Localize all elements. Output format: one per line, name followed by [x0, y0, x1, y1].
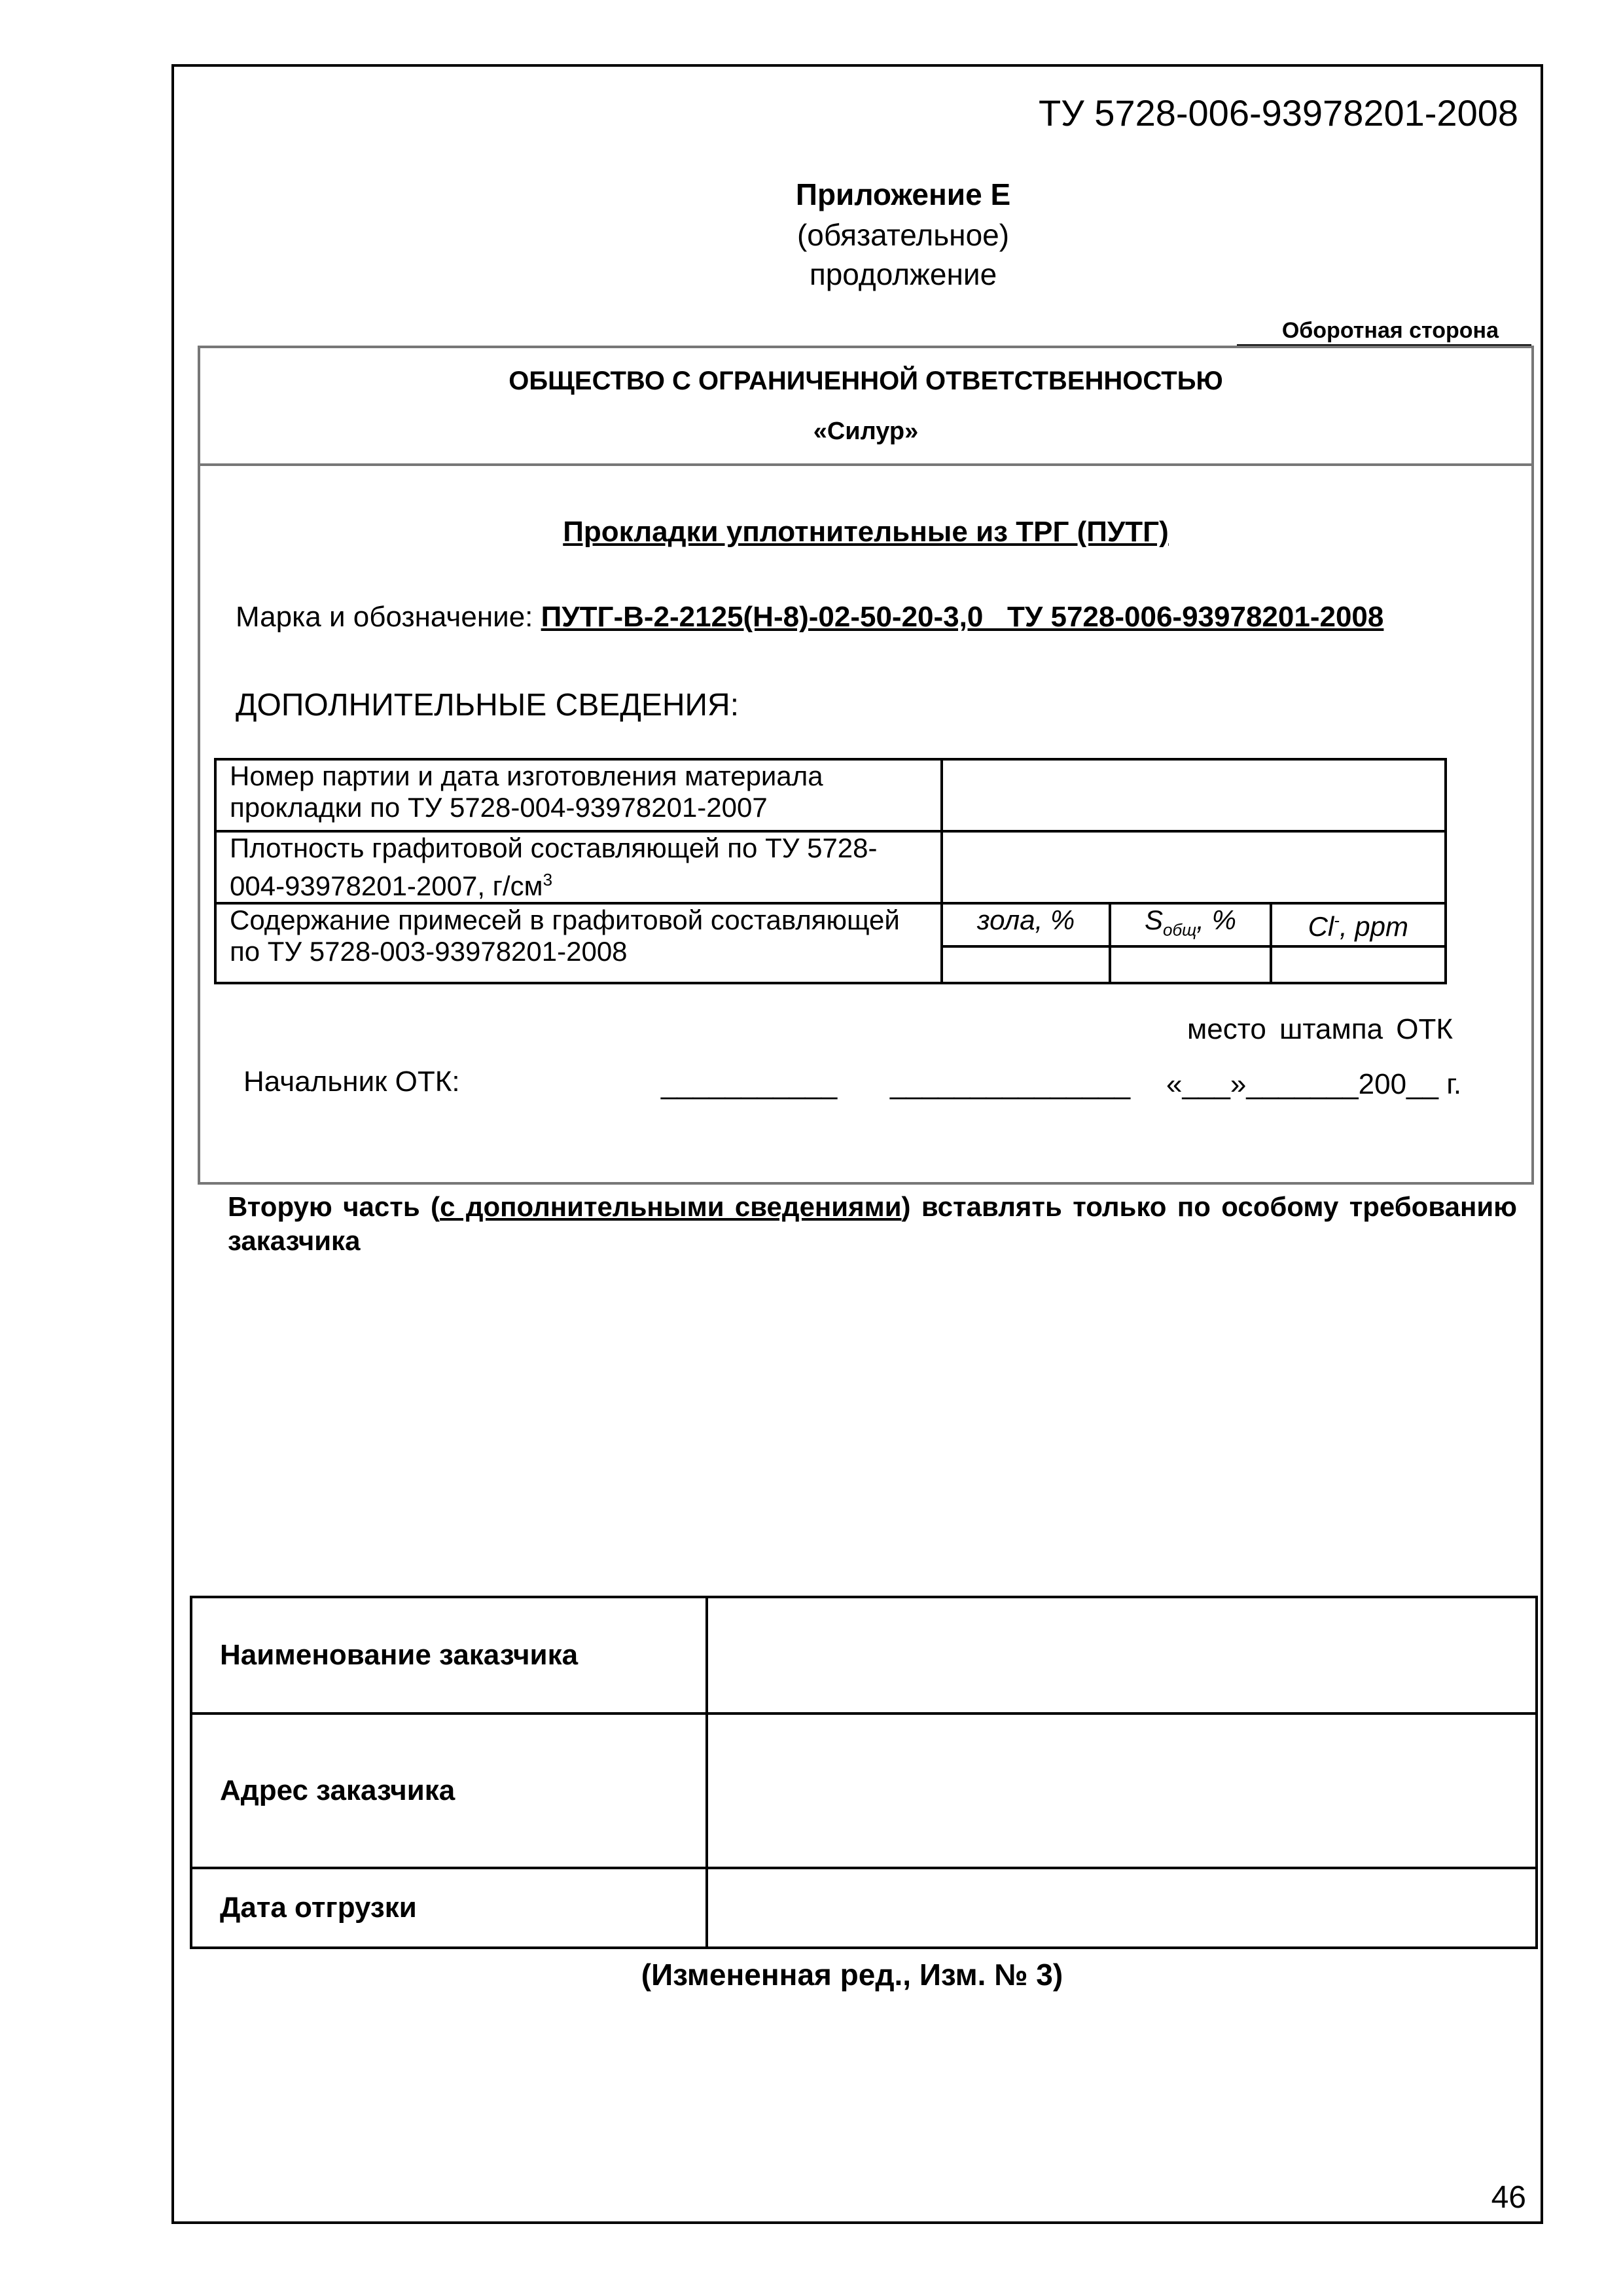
note-part2: с дополнительными сведениями — [440, 1191, 902, 1222]
signature-line: ___________ — [661, 1068, 838, 1100]
sulfur-header — [1110, 903, 1270, 946]
organization-type: ОБЩЕСТВО С ОГРАНИЧЕННОЙ ОТВЕТСТВЕННОСТЬЮ — [508, 367, 1223, 395]
appendix-title: Приложение Е — [795, 177, 1011, 211]
chlorine-header — [1271, 903, 1446, 946]
additional-info-table — [214, 758, 1447, 984]
density-unit-sup: 3 — [543, 870, 553, 889]
product-mark-value: ПУТГ-В-2-2125(Н-8)-02-50-20-3,0 ТУ 5728-006-93978201-2008 — [541, 601, 1384, 633]
stamp-place: место штампа ОТК — [1186, 1013, 1453, 1045]
sulfur-unit: , % — [1196, 905, 1236, 935]
customer-table — [190, 1596, 1538, 1949]
certificate-divider — [198, 463, 1534, 466]
sulfur-symbol: S — [1145, 905, 1164, 935]
qc-chief-label: Начальник ОТК: — [243, 1066, 460, 1098]
product-mark-label: Марка и обозначение: — [236, 601, 541, 633]
document-code: ТУ 5728-006-93978201-2008 — [1038, 92, 1518, 134]
customer-address-label: Адрес заказчика — [191, 1713, 707, 1868]
batch-number-value — [942, 759, 1446, 831]
chlorine-value — [1271, 946, 1446, 983]
density-label-text: Плотность графитовой составляющей по ТУ 5728-004-93978201-2007, г/см — [230, 833, 878, 901]
chlorine-superscript: - — [1334, 910, 1340, 930]
appendix-continuation: продолжение — [809, 257, 997, 291]
chlorine-unit: , ppm — [1339, 911, 1408, 942]
ash-header: зола, % — [942, 903, 1110, 946]
product-title: Прокладки уплотнительные из ТРГ (ПУТГ) — [563, 516, 1169, 548]
impurities-label: Содержание примесей в графитовой составляющей по ТУ 5728-003-93978201-2008 — [215, 903, 942, 983]
sulfur-value — [1110, 946, 1270, 983]
organization-name: «Силур» — [813, 418, 919, 445]
edition-note: (Измененная ред., Изм. № 3) — [641, 1958, 1063, 1992]
date-line: «___»_______200__ г. — [1166, 1068, 1462, 1100]
shipment-date-label: Дата отгрузки — [191, 1868, 707, 1948]
note-part3: ) вставлять только по особому требованию заказчика — [228, 1191, 1518, 1256]
customer-name-label: Наименование заказчика — [191, 1597, 707, 1713]
page-number: 46 — [1491, 2180, 1526, 2215]
shipment-date-value — [707, 1868, 1537, 1948]
reverse-side-label: Оборотная сторона — [1281, 318, 1499, 343]
appendix-type: (обязательное) — [796, 218, 1010, 252]
density-label — [215, 831, 942, 903]
customer-name-value — [707, 1597, 1537, 1713]
note-text — [228, 1190, 1517, 1258]
name-line: _______________ — [890, 1068, 1131, 1100]
additional-info-heading: ДОПОЛНИТЕЛЬНЫЕ СВЕДЕНИЯ: — [236, 688, 740, 723]
sulfur-subscript: общ — [1163, 920, 1197, 940]
density-value — [942, 831, 1446, 903]
ash-value — [942, 946, 1110, 983]
batch-number-label: Номер партии и дата изготовления материала прокладки по ТУ 5728-004-93978201-2007 — [215, 759, 942, 831]
note-part1: Вторую часть ( — [228, 1191, 440, 1222]
customer-address-value — [707, 1713, 1537, 1868]
chlorine-symbol: Cl — [1308, 911, 1334, 942]
product-mark — [236, 601, 1383, 634]
